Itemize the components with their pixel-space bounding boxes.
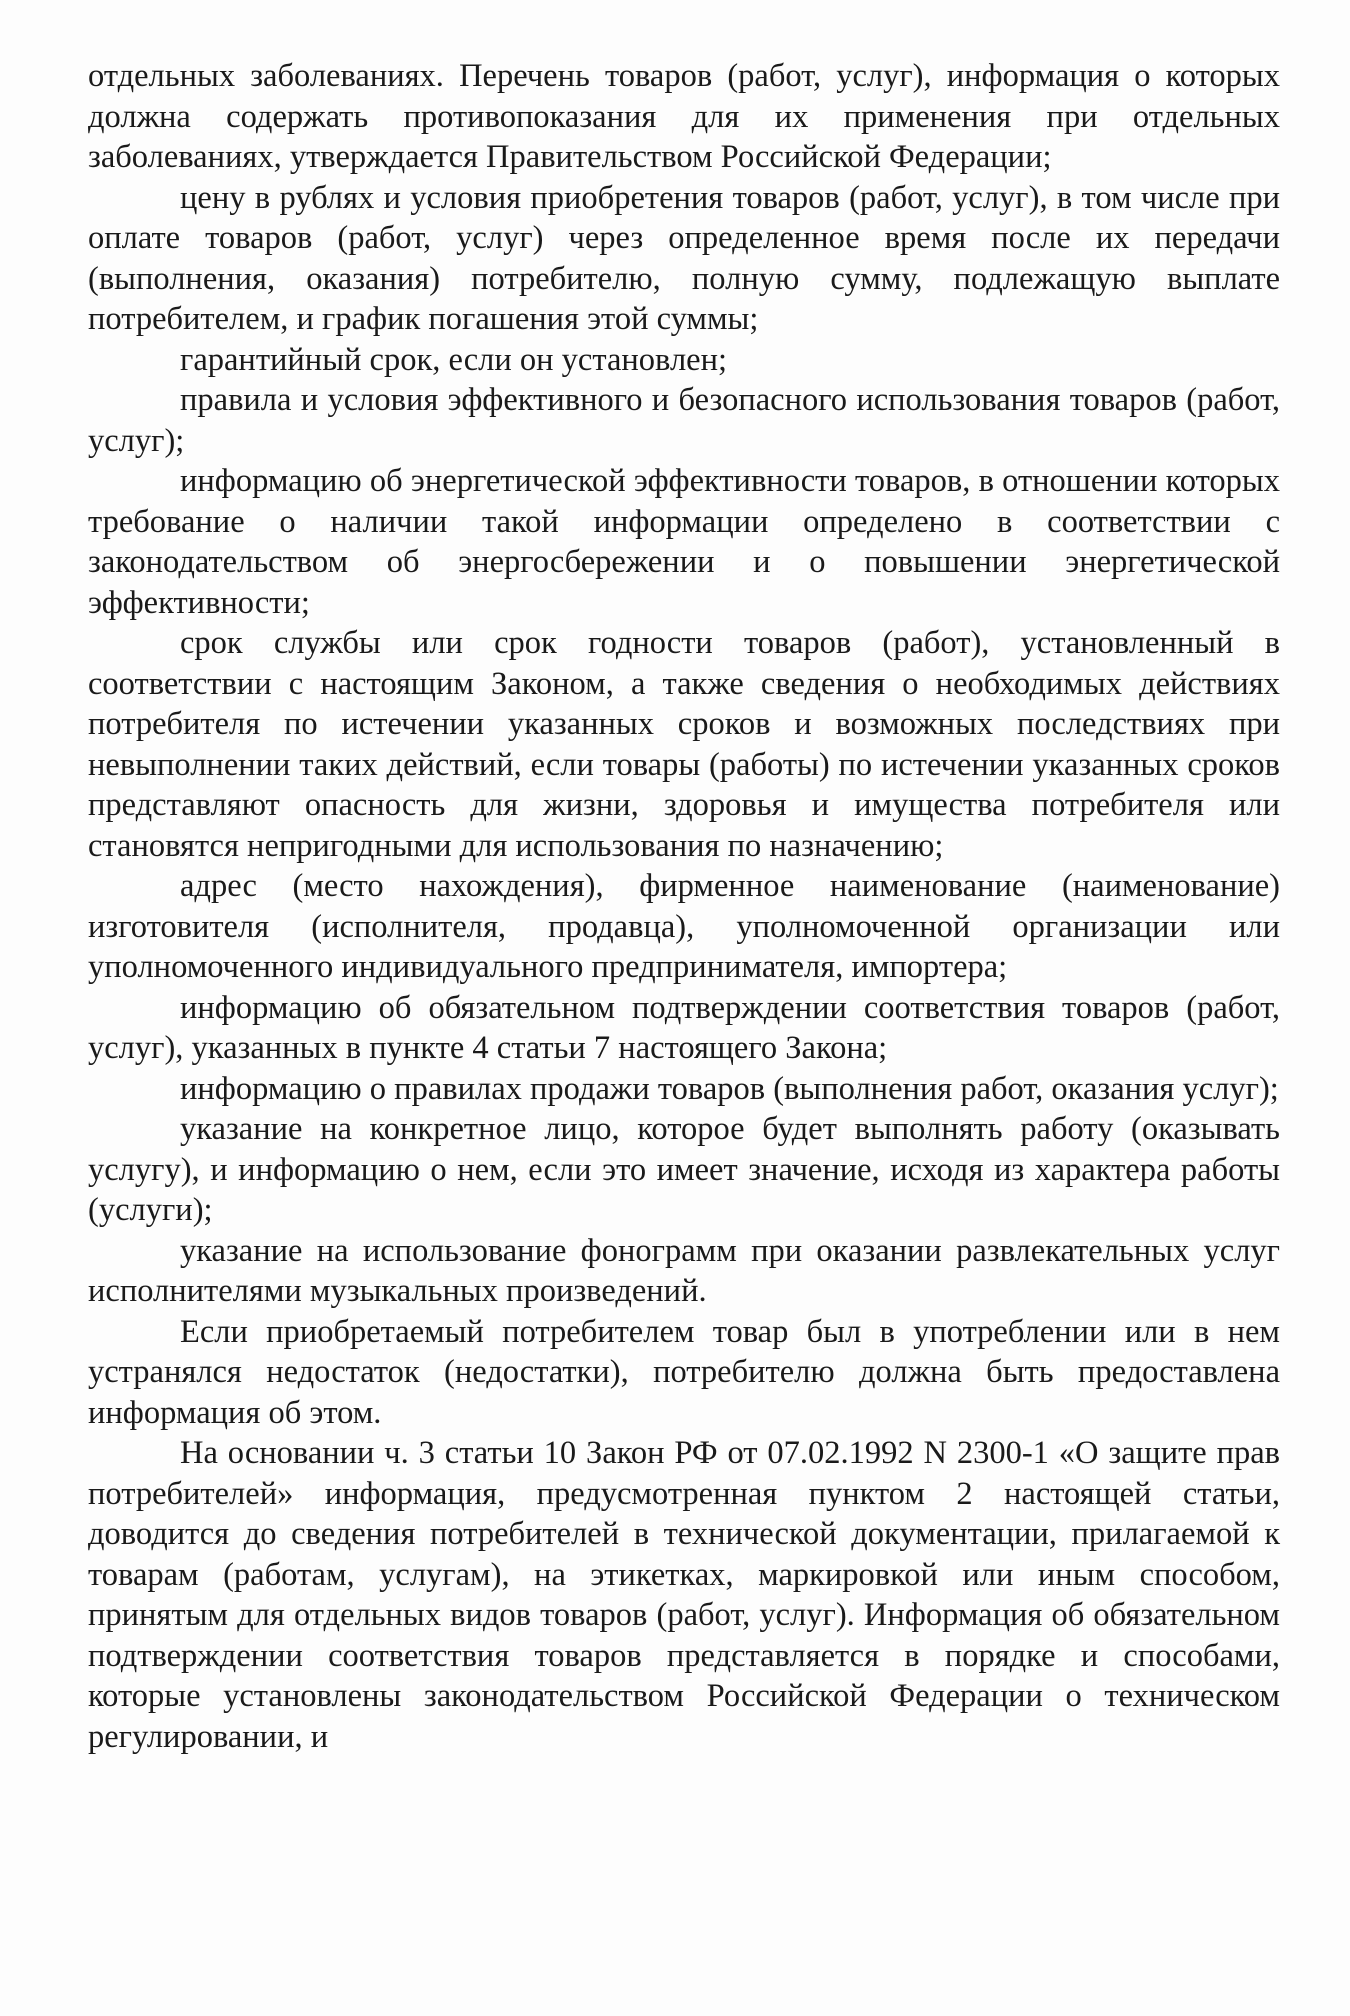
paragraph-energy-efficiency: информацию об энергетической эффективности товаров, в отношении которых требование о наличии такой информации определено в соответствии с законодательством об энергосбережении и о повышении энергетической эффективности; — [88, 463, 1280, 621]
paragraph-service-life: срок службы или срок годности товаров (работ), установленный в соответствии с настоящим Законом, а также сведения о необходимых действиях потребителя по истечении указанных сроков и возможных последствиях при невыполнении таких действий, если товары (работы) по истечении указанных сроков представляют опасность для жизни, здоровья и имущества потребителя или становятся непригодными для использования по назначению; — [88, 625, 1280, 864]
paragraph-legal-basis: На основании ч. 3 статьи 10 Закон РФ от 07.02.1992 N 2300-1 «О защите прав потребителей» информация, предусмотренная пунктом 2 настоящей статьи, доводится до сведения потребителей в технической документации, прилагаемой к товарам (работам, услугам), на этикетках, маркировкой или иным способом, принятым для отдельных видов товаров (работ, услуг). Информация об обязательном подтверждении соответствия товаров представляется в порядке и способами, которые установлены законодательством Российской Федерации о техническом регулировании, и — [88, 1435, 1280, 1755]
paragraph-used-goods: Если приобретаемый потребителем товар был в употреблении или в нем устранялся недостаток (недостатки), потребителю должна быть предоставлена информация об этом. — [88, 1313, 1280, 1431]
paragraph-address: адрес (место нахождения), фирменное наименование (наименование) изготовителя (исполнителя, продавца), уполномоченной организации или уполномоченного индивидуального предпринимателя, импортера; — [88, 868, 1280, 985]
paragraph-sale-rules: информацию о правилах продажи товаров (выполнения работ, оказания услуг); — [180, 1070, 1279, 1107]
paragraph-specific-person: указание на конкретное лицо, которое будет выполнять работу (оказывать услугу), и информацию о нем, если это имеет значение, исходя из характера работы (услуги); — [88, 1111, 1280, 1228]
paragraph-usage-rules: правила и условия эффективного и безопасного использования товаров (работ, услуг); — [88, 382, 1280, 459]
document-body — [88, 56, 1280, 1757]
paragraph-phonograms: указание на использование фонограмм при оказании развлекательных услуг исполнителями музыкальных произведений. — [88, 1232, 1280, 1309]
paragraph-warranty: гарантийный срок, если он установлен; — [180, 341, 728, 378]
paragraph-contraindications: отдельных заболеваниях. Перечень товаров (работ, услуг), информация о которых должна содержать противопоказания для их применения при отдельных заболеваниях, утверждается Правительством Российской Федерации; — [88, 58, 1280, 175]
paragraph-price: цену в рублях и условия приобретения товаров (работ, услуг), в том числе при оплате товаров (работ, услуг) через определенное время после их передачи (выполнения, оказания) потребителю, полную сумму, подлежащую выплате потребителем, и график погашения этой суммы; — [88, 179, 1280, 337]
paragraph-conformity: информацию об обязательном подтверждении соответствия товаров (работ, услуг), указанных в пункте 4 статьи 7 настоящего Закона; — [88, 989, 1280, 1066]
